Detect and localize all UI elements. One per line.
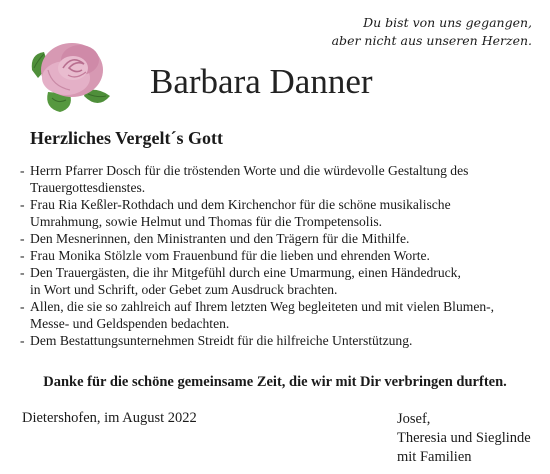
motto-line: aber nicht aus unseren Herzen. bbox=[331, 33, 532, 48]
closing-line: Danke für die schöne gemeinsame Zeit, die wir mit Dir verbringen durften. bbox=[43, 374, 507, 390]
list-item: - Den Mesnerinnen, den Ministranten und den Trägern für die Mithilfe. bbox=[20, 231, 410, 246]
deceased-name: Barbara Danner bbox=[150, 62, 373, 101]
thanks-heading: Herzliches Vergelt´s Gott bbox=[30, 128, 223, 148]
thanks-list bbox=[20, 162, 530, 349]
list-item: - Frau Ria Keßler-Rothdach und dem Kirchenchor für die schöne musikalische Umrahmung, sowie Helmut und Thomas für die Trompetensolis. bbox=[20, 197, 451, 229]
motto-line: Du bist von uns gegangen, bbox=[363, 15, 532, 30]
place-date: Dietershofen, im August 2022 bbox=[22, 410, 197, 426]
motto bbox=[332, 14, 532, 50]
list-item: - Frau Monika Stölzle vom Frauenbund für die lieben und ehrenden Worte. bbox=[20, 248, 430, 263]
list-item: - Den Trauergästen, die ihr Mitgefühl durch eine Umarmung, einen Händedruck, in Wort und Schrift, oder Gebet zum Ausdruck brachten. bbox=[20, 265, 461, 297]
family-signature bbox=[397, 410, 531, 467]
family-line: Josef, bbox=[397, 411, 431, 427]
family-line: Theresia und Sieglinde bbox=[397, 430, 531, 446]
list-item: - Allen, die sie so zahlreich auf Ihrem letzten Weg begleiteten und mit vielen Blumen-, Messe- und Geldspenden bedachten. bbox=[20, 299, 495, 331]
list-item: - Dem Bestattungsunternehmen Streidt für die hilfreiche Unterstützung. bbox=[20, 333, 413, 348]
family-line: mit Familien bbox=[397, 449, 472, 465]
list-item: - Herrn Pfarrer Dosch für die tröstenden Worte und die würdevolle Gestaltung des Trauergottesdienstes. bbox=[20, 163, 469, 195]
rose-icon bbox=[26, 30, 114, 114]
